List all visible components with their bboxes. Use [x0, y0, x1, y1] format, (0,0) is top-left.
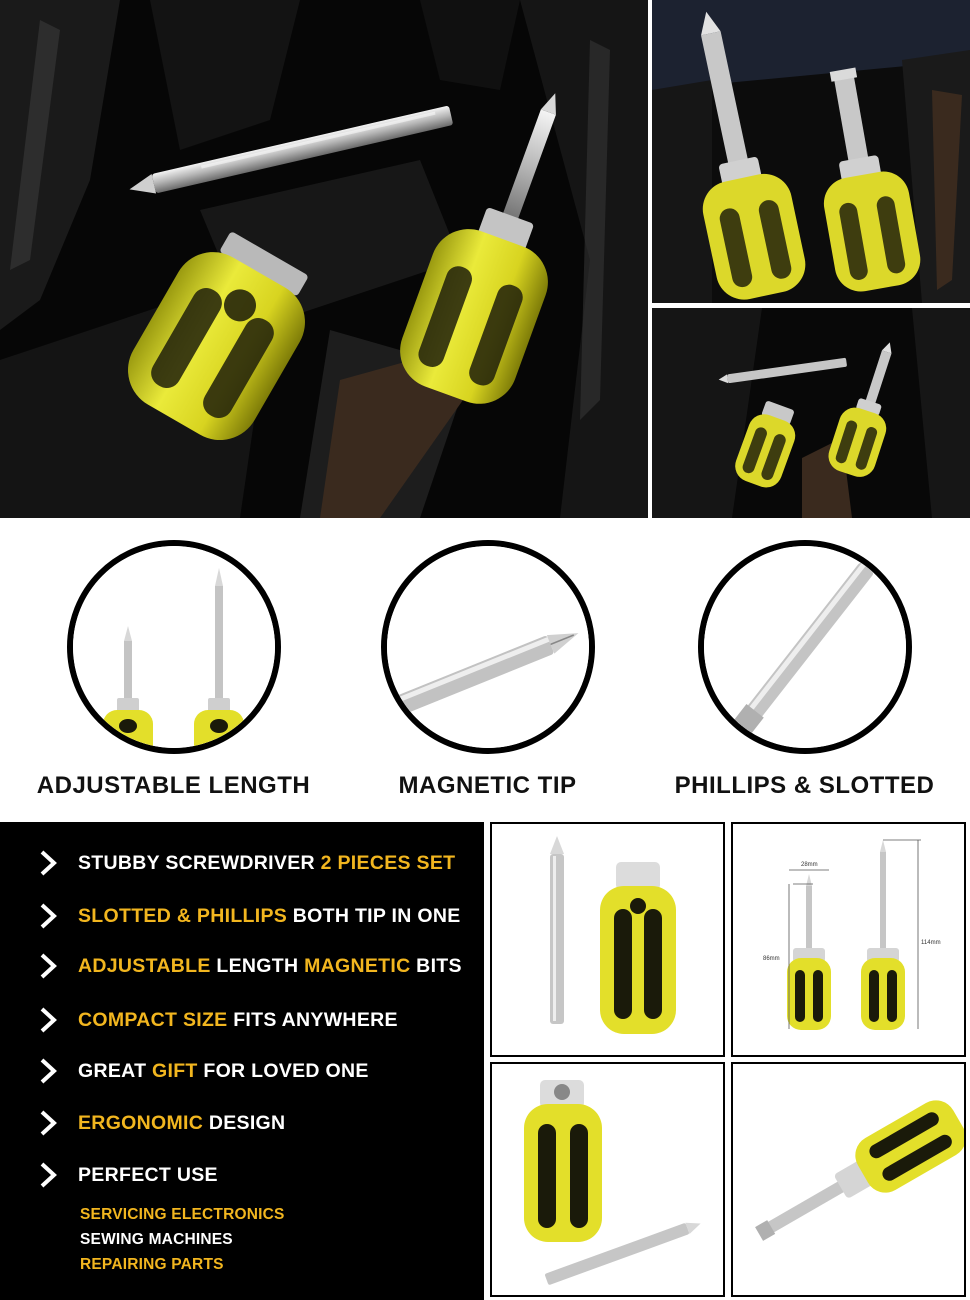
chevron-right-icon: [36, 1056, 60, 1086]
dimension-long: 114mm: [921, 940, 941, 946]
list-item: COMPACT SIZE FITS ANYWHERE: [36, 1005, 398, 1035]
use-case: REPAIRING PARTS: [80, 1256, 224, 1273]
use-case: SERVICING ELECTRONICS: [80, 1206, 285, 1223]
features-section: [0, 518, 970, 822]
magnetic-tip-icon: [381, 540, 595, 754]
feature-label: PHILLIPS & SLOTTED: [674, 772, 935, 799]
list-item: ERGONOMIC DESIGN: [36, 1108, 285, 1138]
photo-collage: [0, 0, 970, 518]
chevron-right-icon: [36, 1160, 60, 1190]
feature-phillips-slotted: [643, 518, 966, 822]
use-cases-list: [80, 1202, 285, 1277]
list-item: ADJUSTABLE LENGTH MAGNETIC BITS: [36, 951, 462, 981]
dimension-short: 86mm: [763, 956, 780, 962]
chevron-right-icon: [36, 1108, 60, 1138]
product-box-handle-and-bit: [490, 1062, 725, 1297]
feature-adjustable-length: [12, 518, 335, 822]
list-item: PERFECT USE: [36, 1160, 218, 1190]
feature-label: ADJUSTABLE LENGTH: [36, 772, 311, 799]
use-case: SEWING MACHINES: [80, 1231, 233, 1248]
chevron-right-icon: [36, 1005, 60, 1035]
tertiary-product-photo: [652, 308, 970, 518]
list-item: GREAT GIFT FOR LOVED ONE: [36, 1056, 369, 1086]
list-item: SLOTTED & PHILLIPS BOTH TIP IN ONE: [36, 901, 461, 931]
product-box-assembled: [731, 1062, 966, 1297]
feature-magnetic-tip: [326, 518, 649, 822]
secondary-product-photo: [652, 0, 970, 303]
adjustable-length-icon: [67, 540, 281, 754]
main-product-photo: [0, 0, 648, 518]
phillips-slotted-icon: [698, 540, 912, 754]
dimension-width: 28mm: [801, 862, 818, 868]
feature-list-panel: [0, 822, 484, 1300]
chevron-right-icon: [36, 951, 60, 981]
chevron-right-icon: [36, 901, 60, 931]
product-box-bit-and-handle: [490, 822, 725, 1057]
list-item: STUBBY SCREWDRIVER 2 PIECES SET: [36, 848, 455, 878]
chevron-right-icon: [36, 848, 60, 878]
product-box-dimensions: [731, 822, 966, 1057]
feature-label: MAGNETIC TIP: [398, 772, 577, 799]
